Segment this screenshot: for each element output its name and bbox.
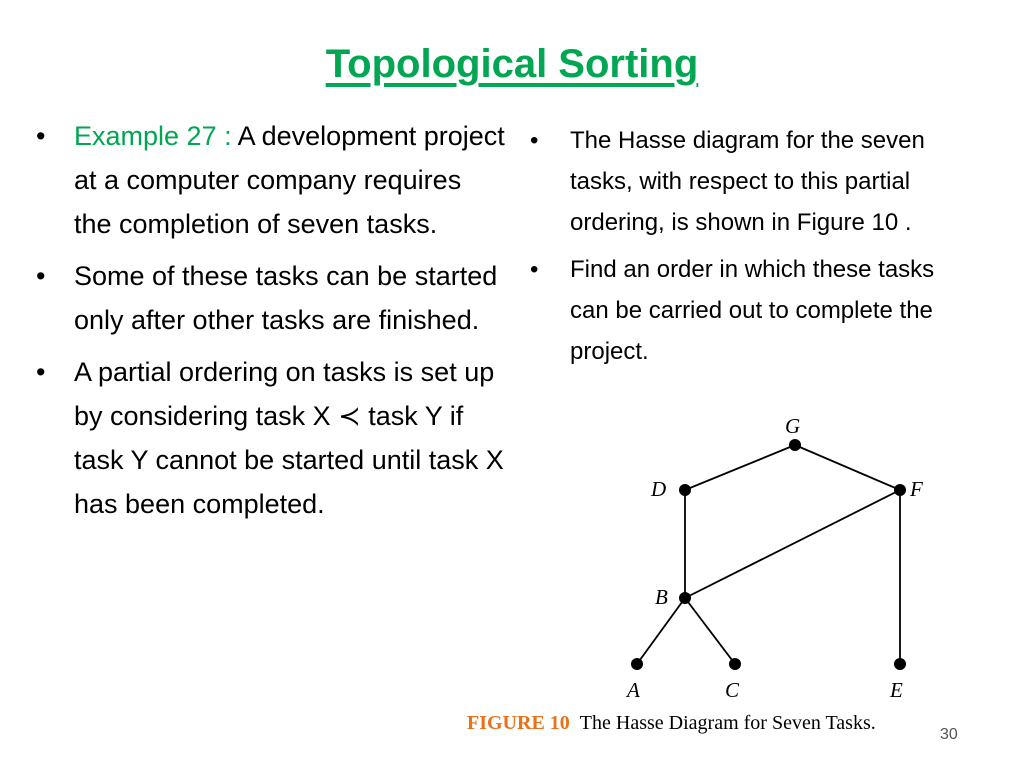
node-label-f: F (910, 477, 923, 501)
node-g (789, 439, 801, 451)
node-label-c: C (725, 678, 740, 702)
node-label-e: E (890, 678, 903, 702)
right-bullet-list (530, 120, 970, 378)
bullet-hasse-diagram (530, 120, 970, 243)
figure-caption-text: The Hasse Diagram for Seven Tasks. (579, 712, 876, 734)
edge-b-f (685, 490, 900, 598)
bullet-task-dependency (36, 254, 506, 342)
node-d (679, 484, 691, 496)
node-f (894, 484, 906, 496)
node-e (894, 658, 906, 670)
bullet-partial-ordering (36, 350, 506, 526)
bullet-text: Some of these tasks can be started only after other tasks are finished. (74, 261, 498, 335)
slide-title-text: Topological Sorting (325, 42, 699, 86)
node-b (679, 592, 691, 604)
bullet-example-27 (36, 114, 506, 246)
bullet-dot: • (530, 127, 539, 154)
bullet-dot: • (36, 261, 46, 291)
left-bullet-list (36, 114, 506, 534)
example-text: A development project at a computer company requires the completion of seven tasks. (74, 121, 505, 239)
node-label-g: G (785, 414, 801, 438)
bullet-dot: • (36, 357, 46, 387)
figure-caption (467, 712, 876, 735)
node-label-b: B (655, 585, 668, 609)
bullet-dot: • (530, 256, 539, 283)
bullet-dot: • (36, 121, 46, 151)
hasse-diagram (600, 410, 930, 710)
node-label-d: D (651, 477, 667, 501)
bullet-text: Find an order in which these tasks can be carried out to complete the project. (570, 256, 935, 365)
slide-title (0, 42, 1024, 87)
bullet-find-order (530, 249, 970, 372)
page-number: 30 (940, 726, 958, 743)
edge-d-g (685, 445, 795, 490)
example-label: Example 27 : (74, 121, 232, 151)
bullet-text: A partial ordering on tasks is set up by considering task X ≺ task Y if task Y cannot be started until task X has been completed. (74, 357, 504, 519)
node-c (729, 658, 741, 670)
node-a (631, 658, 643, 670)
bullet-text: The Hasse diagram for the seven tasks, with respect to this partial ordering, is shown in Figure 10 . (570, 127, 925, 236)
edge-c-b (685, 598, 735, 664)
edge-f-g (795, 445, 900, 490)
figure-label: FIGURE 10 (467, 712, 570, 734)
node-label-a: A (627, 678, 640, 702)
